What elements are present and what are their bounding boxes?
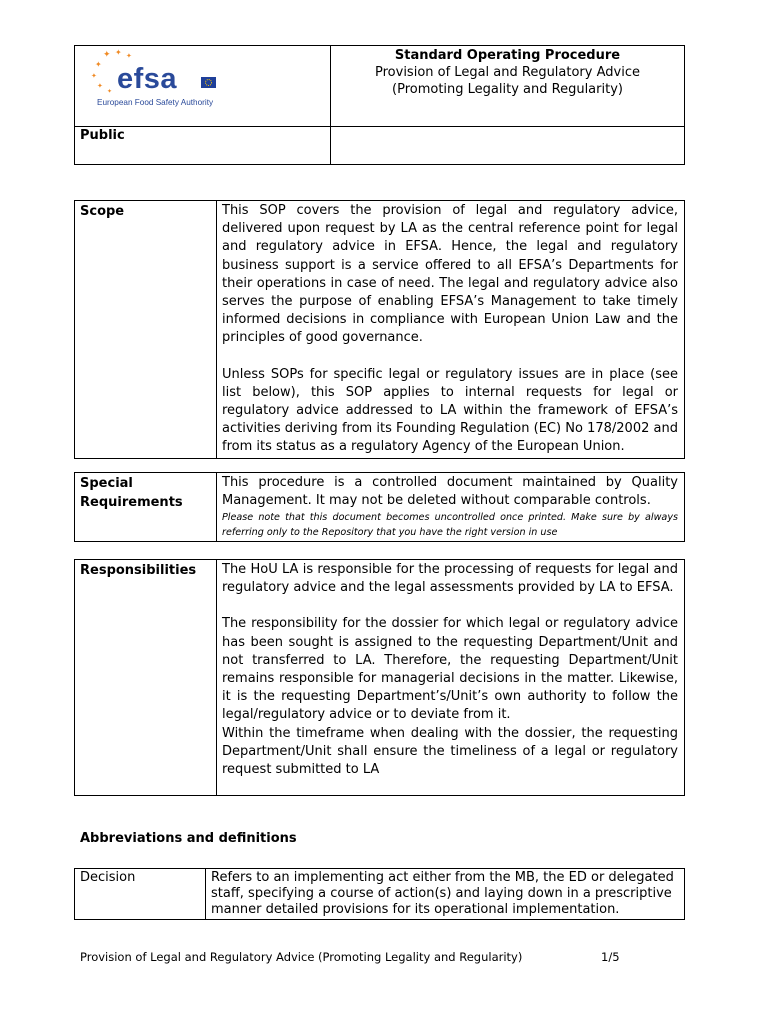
special-requirements-label — [75, 473, 217, 542]
logo-cell — [75, 46, 331, 127]
responsibilities-label: Responsibilities — [75, 560, 217, 796]
svg-text:✦: ✦ — [95, 60, 102, 69]
classification-label: Public — [80, 128, 125, 143]
responsibilities-paragraph-1: The HoU LA is responsible for the processing of requests for legal and regulatory advice and the legal assessments provided by LA to EFSA. — [222, 562, 678, 596]
scope-text — [217, 201, 685, 459]
uncontrolled-copy-note: Please note that this document becomes uncontrolled once printed. Make sure by always referring only to the Repository that you have the right version in use — [222, 512, 678, 539]
definitions-table — [74, 868, 685, 920]
special-requirements-text — [217, 473, 685, 542]
svg-text:✦: ✦ — [97, 82, 103, 90]
svg-text:✦: ✦ — [126, 52, 132, 60]
special-label-line-1: Special — [80, 476, 133, 491]
document-header — [74, 45, 685, 165]
scope-section — [74, 200, 685, 459]
svg-text:✦: ✦ — [91, 72, 97, 80]
scope-paragraph-1: This SOP covers the provision of legal and regulatory advice, delivered upon request by LA as the central reference point for legal and regulatory advice in EFSA. Hence, the legal and regulatory business support is a service offered to all EFSA’s Departments for their operations in case of need. The legal and regulatory advice also serves the purpose of enabling EFSA’s Management to take timely informed decisions in compliance with European Union Law and the principles of good governance. — [222, 203, 678, 346]
definition-term: Decision — [75, 869, 206, 920]
footer-title: Provision of Legal and Regulatory Advice (Promoting Legality and Regularity) — [80, 950, 523, 964]
abbreviations-heading: Abbreviations and definitions — [80, 831, 297, 846]
svg-text:✦: ✦ — [115, 48, 122, 57]
title-cell — [331, 46, 685, 127]
logo-wordmark: efsa — [117, 63, 178, 95]
empty-cell — [331, 127, 685, 165]
document-title: Provision of Legal and Regulatory Advice (Promoting Legality and Regularity) — [375, 65, 640, 97]
special-requirements-body: This procedure is a controlled document maintained by Quality Management. It may not be deleted without comparable controls. — [222, 475, 678, 509]
logo-subtitle: European Food Safety Authority — [97, 98, 214, 107]
responsibilities-text — [217, 560, 685, 796]
definition-text: Refers to an implementing act either from the MB, the ED or delegated staff, specifying a course of action(s) and laying down in a prescriptive manner detailed provisions for its operational implementation. — [206, 869, 685, 920]
classification-cell — [75, 127, 331, 165]
svg-text:✦: ✦ — [103, 50, 111, 60]
document-type: Standard Operating Procedure — [394, 48, 621, 63]
efsa-logo — [75, 46, 225, 116]
definition-row — [75, 869, 685, 920]
special-requirements-section — [74, 472, 685, 542]
scope-paragraph-2: Unless SOPs for specific legal or regulatory issues are in place (see list below), this SOP applies to internal requests for legal or regulatory advice addressed to LA within the framework of EFSA’s activities deriving from its Founding Regulation (EC) No 178/2002 and from its status as a regulatory Agency of the European Union. — [222, 366, 678, 455]
scope-label: Scope — [75, 201, 217, 459]
responsibilities-section — [74, 559, 685, 796]
special-label-line-2: Requirements — [80, 495, 183, 510]
page-number: 1/5 — [601, 950, 620, 964]
svg-text:✦: ✦ — [107, 88, 113, 95]
responsibilities-paragraph-2: The responsibility for the dossier for which legal or regulatory advice has been sought is assigned to the requesting Department/Unit and not transferred to LA. Therefore, the requesting Department/Unit remains responsible for managerial decisions in the matter. Likewise, it is the requesting Department’s/Unit’s own authority to follow the legal/regulatory advice or to deviate from it. — [222, 616, 678, 723]
responsibilities-paragraph-3: Within the timeframe when dealing with the dossier, the requesting Department/Unit shall ensure the timeliness of a legal or regulatory request submitted to LA — [222, 725, 678, 778]
